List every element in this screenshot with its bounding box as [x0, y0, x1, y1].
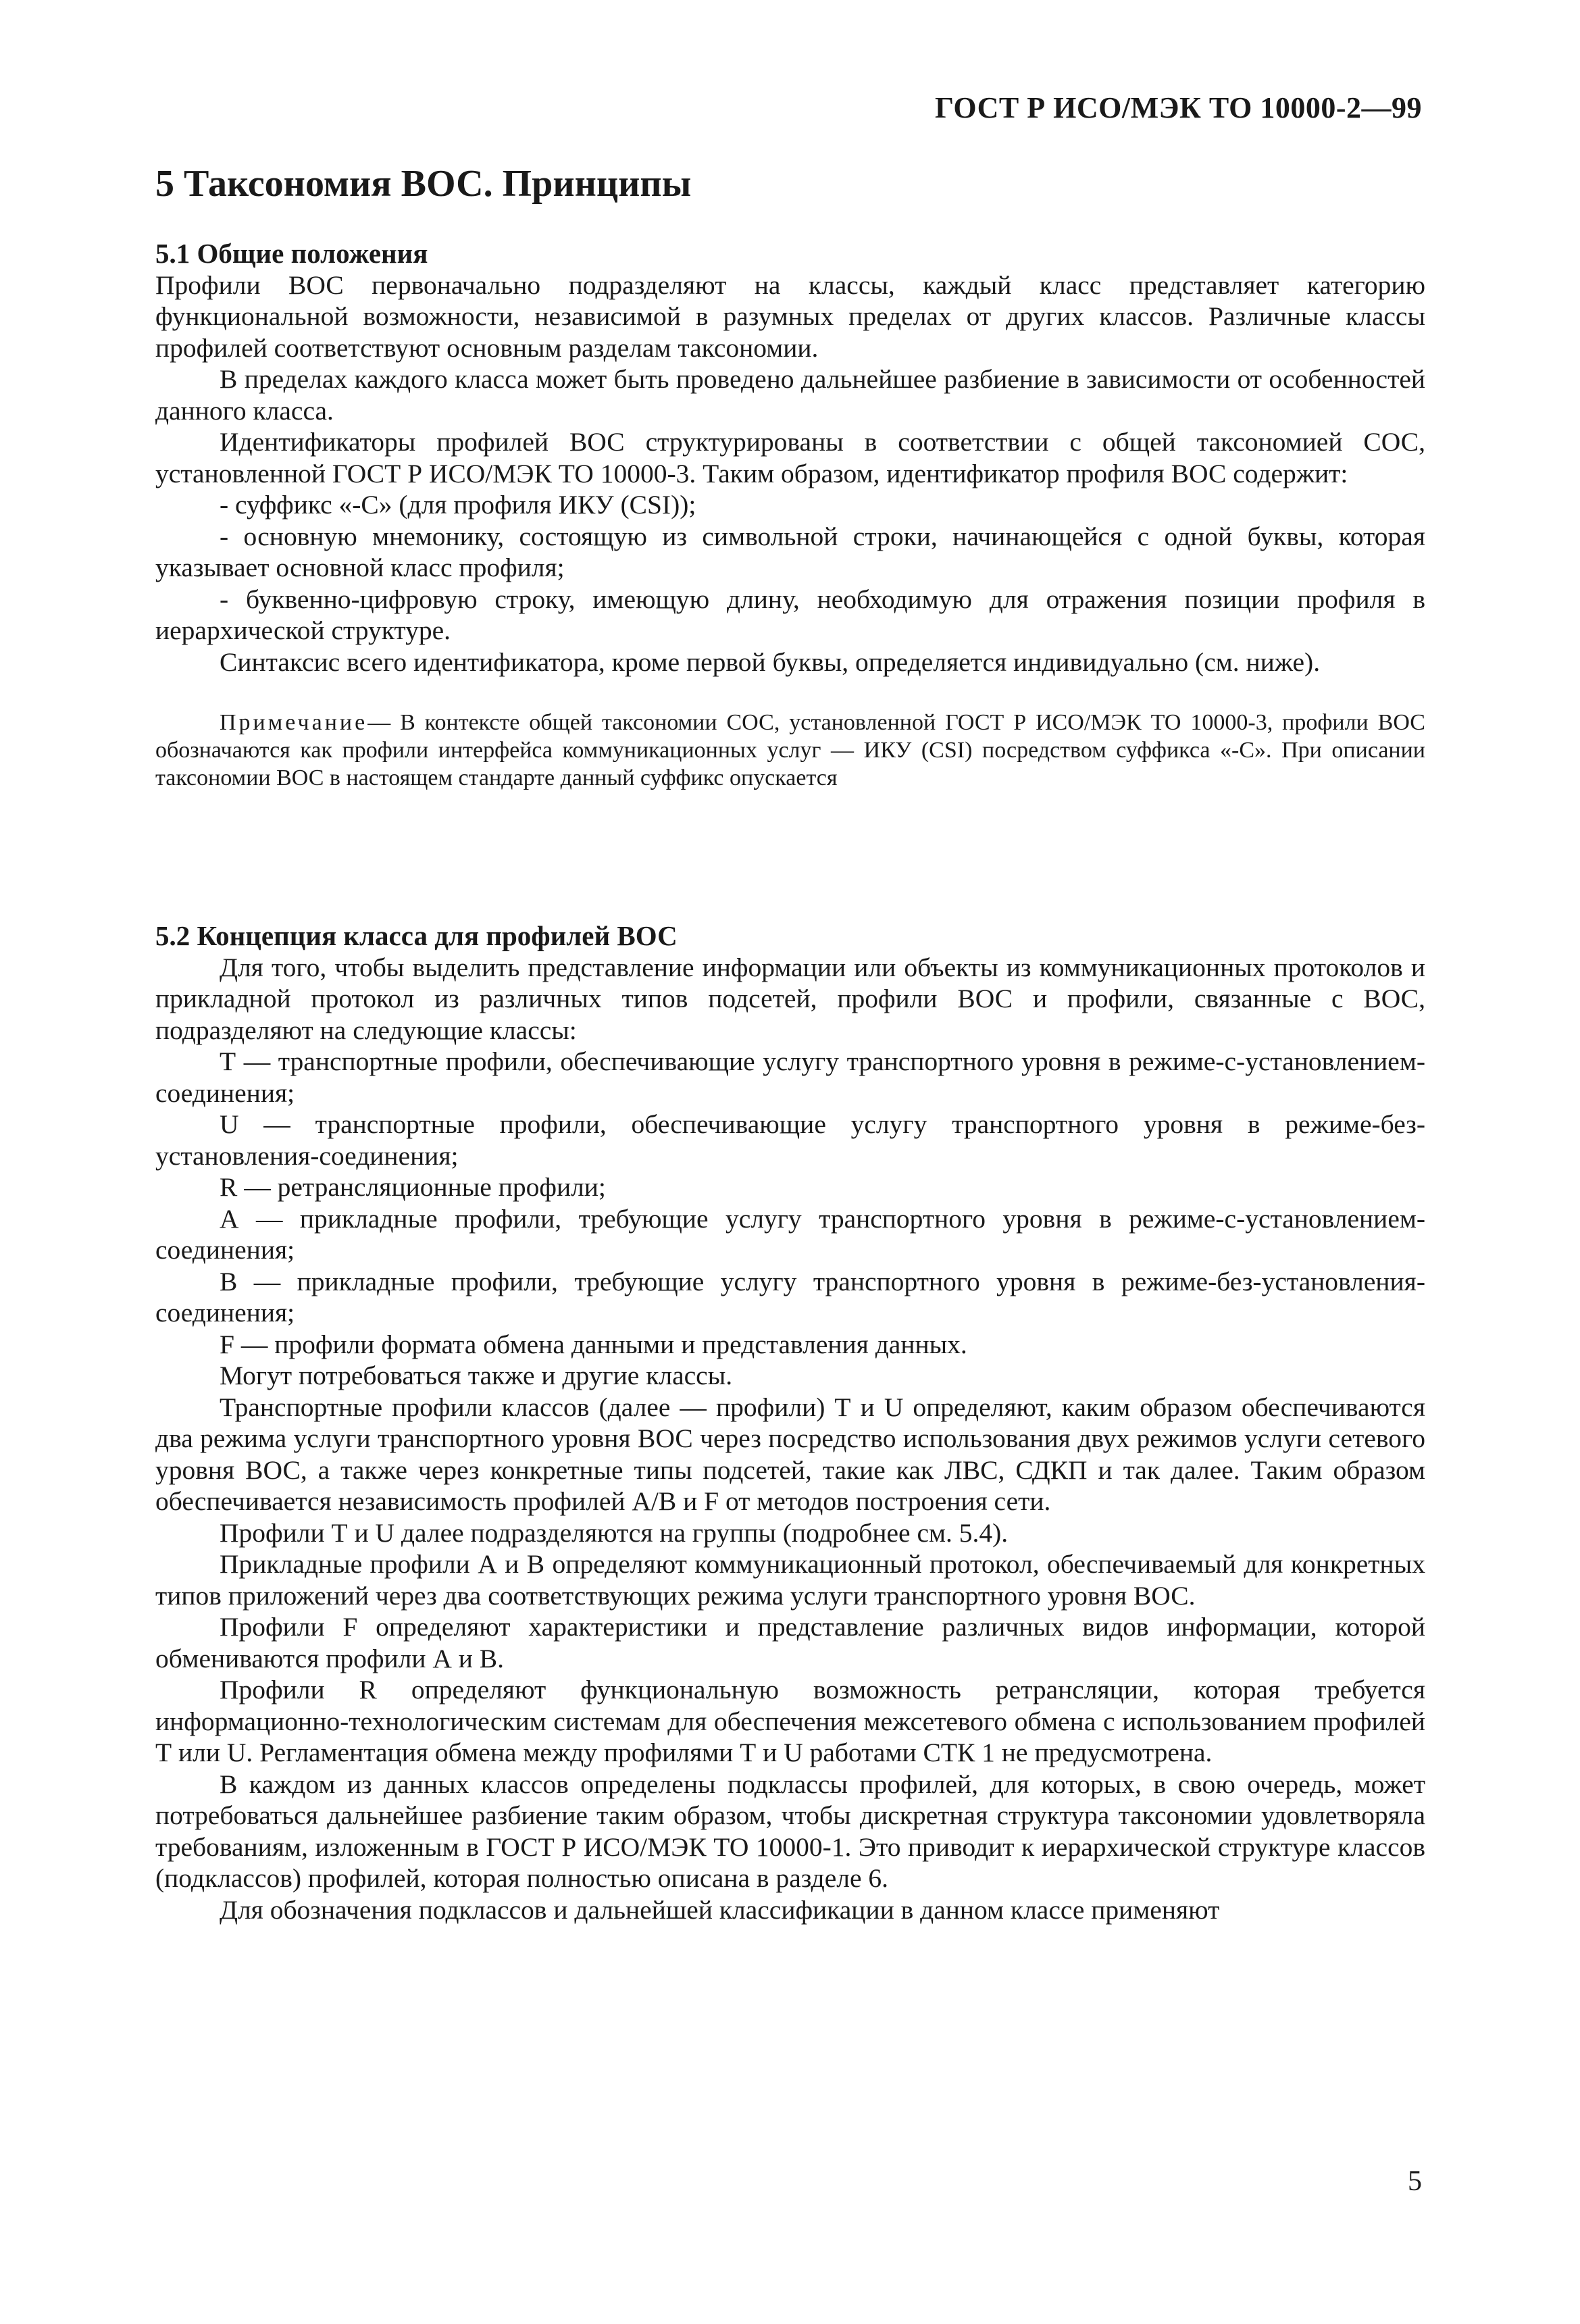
- note-label: Примечание: [220, 710, 368, 735]
- section-title: 5 Таксономия ВОС. Принципы: [155, 163, 692, 205]
- paragraph: Могут потребоваться также и другие классы.: [220, 1361, 733, 1390]
- paragraph: Для того, чтобы выделить представление информации или объекты из коммуникационных протоколов и прикладной протокол из различных типов подсетей, профили ВОС и профили, связанные с ВОС, подразделяют на следующие классы:: [155, 952, 1425, 1045]
- class-item: R — ретрансляционные профили;: [220, 1172, 606, 1202]
- paragraph: Транспортные профили классов (далее — профили) Т и U определяют, каким образом обеспечиваются два режима услуги транспортного уровня ВОС через посредство использования двух режимов услуги сетевого уровня ВОС, а также через конкретные типы подсетей, такие как ЛВС, СДКП и так далее. Таким образом обеспечивается независимость профилей А/В и F от методов построения сети.: [155, 1392, 1425, 1516]
- class-item: Т — транспортные профили, обеспечивающие услугу транспортного уровня в режиме-с-установлением-соединения;: [155, 1046, 1425, 1108]
- list-item: - основную мнемонику, состоящую из символьной строки, начинающейся с одной буквы, которая указывает основной класс профиля;: [155, 521, 1425, 582]
- subsection-5-2: [155, 920, 1425, 1925]
- paragraph: Профили Т и U далее подразделяются на группы (подробнее см. 5.4).: [220, 1517, 1009, 1548]
- list-item: - суффикс «-С» (для профиля ИКУ (CSI));: [220, 490, 696, 520]
- note: [155, 709, 1425, 792]
- class-item: А — прикладные профили, требующие услугу транспортного уровня в режиме-с-установлением-соединения;: [155, 1203, 1425, 1265]
- note-text: — В контексте общей таксономии СОС, установленной ГОСТ Р ИСО/МЭК ТО 10000-3, профили ВОС обозначаются как профили интерфейса коммуникационных услуг — ИКУ (CSI) посредством суффикса «-С». При описании таксономии ВОС в настоящем стандарте данный суффикс опускается: [155, 710, 1425, 790]
- paragraph: В пределах каждого класса может быть проведено дальнейшее разбиение в зависимости от особенностей данного класса.: [155, 364, 1425, 426]
- standard-header: ГОСТ Р ИСО/МЭК ТО 10000-2—99: [934, 91, 1422, 124]
- subsection-title: 5.1 Общие положения: [155, 238, 428, 269]
- paragraph: Прикладные профили А и В определяют коммуникационный протокол, обеспечиваемый для конкретных типов приложений через два соответствующих режима услуги транспортного уровня ВОС.: [155, 1549, 1425, 1611]
- paragraph: Для обозначения подклассов и дальнейшей классификации в данном классе применяют: [220, 1894, 1220, 1925]
- paragraph: Идентификаторы профилей ВОС структурированы в соответствии с общей таксономией СОС, установленной ГОСТ Р ИСО/МЭК ТО 10000-3. Таким образом, идентификатор профиля ВОС содержит:: [155, 427, 1425, 488]
- page-number: 5: [1408, 2166, 1422, 2197]
- paragraph: Профили F определяют характеристики и представление различных видов информации, которой обмениваются профили А и В.: [155, 1612, 1425, 1673]
- list-item: - буквенно-цифровую строку, имеющую длину, необходимую для отражения позиции профиля в иерархической структуре.: [155, 584, 1425, 645]
- class-item: В — прикладные профили, требующие услугу транспортного уровня в режиме-без-установления-соединения;: [155, 1266, 1425, 1328]
- paragraph: В каждом из данных классов определены подклассы профилей, для которых, в свою очередь, может потребоваться дальнейшее разбиение таким образом, чтобы дискретная структура таксономии удовлетворяла требованиям, изложенным в ГОСТ Р ИСО/МЭК ТО 10000-1. Это приводит к иерархической структуре классов (подклассов) профилей, которая полностью описана в разделе 6.: [155, 1769, 1425, 1893]
- paragraph: Синтаксис всего идентификатора, кроме первой буквы, определяется индивидуально (см. ниже).: [220, 647, 1321, 677]
- class-item: U — транспортные профили, обеспечивающие услугу транспортного уровня в режиме-без-установления-соединения;: [155, 1109, 1425, 1171]
- paragraph: Профили ВОС первоначально подразделяют на классы, каждый класс представляет категорию функциональной возможности, независимой в разумных пределах от других классов. Различные классы профилей соответствуют основным разделам таксономии.: [155, 270, 1425, 363]
- subsection-title: 5.2 Концепция класса для профилей ВОС: [155, 920, 678, 951]
- class-item: F — профили формата обмена данными и представления данных.: [220, 1329, 967, 1359]
- paragraph: Профили R определяют функциональную возможность ретрансляции, которая требуется информационно-технологическим системам для обеспечения межсетевого обмена с использованием профилей Т или U. Регламентация обмена между профилями Т и U работами СТК 1 не предусмотрена.: [155, 1675, 1425, 1767]
- subsection-5-1: [155, 238, 1425, 792]
